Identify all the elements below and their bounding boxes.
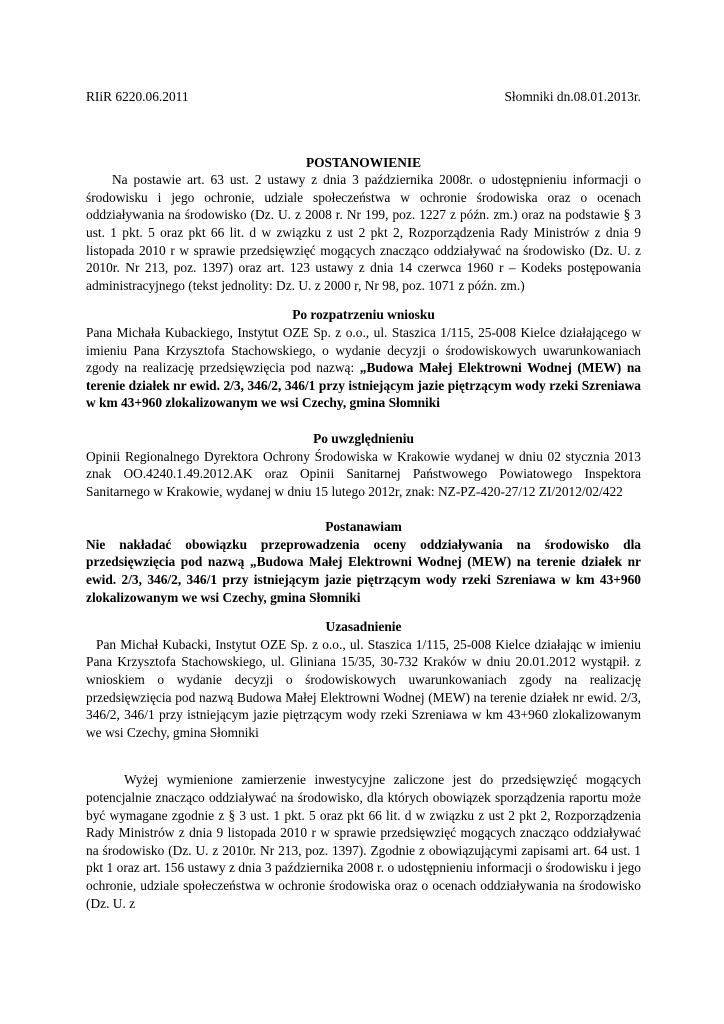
request-text: Pana Michała Kubackiego, Instytut OZE Sp. z o.o., ul. Staszica 1/115, 25-008 Kielce działającego w imieniu Pana Krzysztofa Stachowskiego, o wydanie decyzji o środowiskowych uwarunkowaniach zgody na realizację przedsięwzięcia pod nazwą: xyxy=(86,324,641,376)
opinions-heading: Po uwzględnieniu xyxy=(313,430,414,446)
document-body xyxy=(86,88,641,912)
request-heading: Po rozpatrzeniu wniosku xyxy=(292,307,435,323)
decision-heading: Postanawiam xyxy=(325,519,402,535)
legal-basis-paragraph: Na postawie art. 63 ust. 2 ustawy z dnia 3 października 2008r. o udostępnieniu informacji o środowisku i jego ochronie, udziale społeczeństwa w ochronie środowiska oraz o ocenach oddziaływania na środowisko (Dz. U. z 2008 r. Nr 199, poz. 1227 z późn. zm.) oraz na podstawie § 3 ust. 1 pkt. 5 oraz pkt 66 lit. d w związku z ust 2 pkt 2, Rozporządzenia Rady Ministrów z dnia 9 listopada 2010 r w sprawie przedsięwzięć mogących znacząco oddziaływać na środowisko (Dz. U. z 2010r. Nr 213, poz. 1397) oraz art. 123 ustawy z dnia 14 czerwca 1960 r – Kodeks postępowania administracyjnego (tekst jednolity: Dz. U. z 2000 r, Nr 98, poz. 1071 z późn. zm.) xyxy=(86,172,641,293)
justification-paragraph-1: Pan Michał Kubacki, Instytut OZE Sp. z o.o., ul. Staszica 1/115, 25-008 Kielce działając w imieniu Pana Krzysztofa Stachowskiego, ul. Gliniana 15/35, 30-732 Kraków w dniu 20.01.2012 wystąpił. z wnioskiem o wydanie decyzji o środowiskowych uwarunkowaniach zgody na realizację przedsięwzięcia pod nazwą Budowa Małej Elektrowni Wodnej (MEW) na terenie działek nr ewid. 2/3, 346/2, 346/1 przy istniejącym jazie piętrzącym wody rzeki Szreniawa w km 43+960 zlokalizowanym we wsi Czechy, gmina Słomniki xyxy=(86,636,641,740)
request-paragraph xyxy=(86,324,641,412)
place-and-date: Słomniki dn.08.01.2013r. xyxy=(504,89,641,104)
reference-number: RIiR 6220.06.2011 xyxy=(86,89,189,104)
project-name: „Budowa Małej Elektrowni Wodnej (MEW) na terenie działek nr ewid. 2/3, 346/2, 346/1 przy istniejącym jazie piętrzącym wody rzeki Szreniawa w km 43+960 zlokalizowanym we wsi Czechy, gmina Słomniki xyxy=(86,360,642,411)
justification-heading: Uzasadnienie xyxy=(325,619,402,635)
document-header xyxy=(86,88,641,106)
justification-paragraph-2: Wyżej wymienione zamierzenie inwestycyjne zaliczone jest do przedsięwzięć mogących potencjalnie znacząco oddziaływać na środowisko, dla których obowiązek sporządzenia raportu może być wymagane zgodnie z § 3 ust. 1 pkt. 5 oraz pkt 66 lit. d w związku z ust 2 pkt 2, Rozporządzenia Rady Ministrów z dnia 9 listopada 2010 r w sprawie przedsięwzięć mogących znacząco oddziaływać na środowisko (Dz. U. z 2010r. Nr 213, poz. 1397). Zgodnie z obowiązującymi zapisami art. 64 ust. 1 pkt 1 oraz art. 156 ustawy z dnia 3 października 2008 r. o udostępnieniu informacji o środowisku i jego ochronie, udziale społeczeństwa w ochronie środowiska oraz o ocenach oddziaływania na środowisko (Dz. U. z xyxy=(86,772,641,911)
decision-paragraph: Nie nakładać obowiązku przeprowadzenia oceny oddziaływania na środowisko dla przedsięwzięcia pod nazwą „Budowa Małej Elektrowni Wodnej (MEW) na terenie działek nr ewid. 2/3, 346/2, 346/1 przy istniejącym jazie piętrzącym wody rzeki Szreniawa w km 43+960 zlokalizowanym we wsi Czechy, gmina Słomniki xyxy=(86,536,641,605)
document-title: POSTANOWIENIE xyxy=(305,154,422,170)
opinions-paragraph: Opinii Regionalnego Dyrektora Ochrony Środowiska w Krakowie wydanej w dniu 02 stycznia 2013 znak OO.4240.1.49.2012.AK oraz Opinii Sanitarnej Państwowego Powiatowego Inspektora Sanitarnego w Krakowie, wydanej w dniu 15 lutego 2012r, znak: NZ-PZ-420-27/12 ZI/2012/02/422 xyxy=(86,448,641,499)
